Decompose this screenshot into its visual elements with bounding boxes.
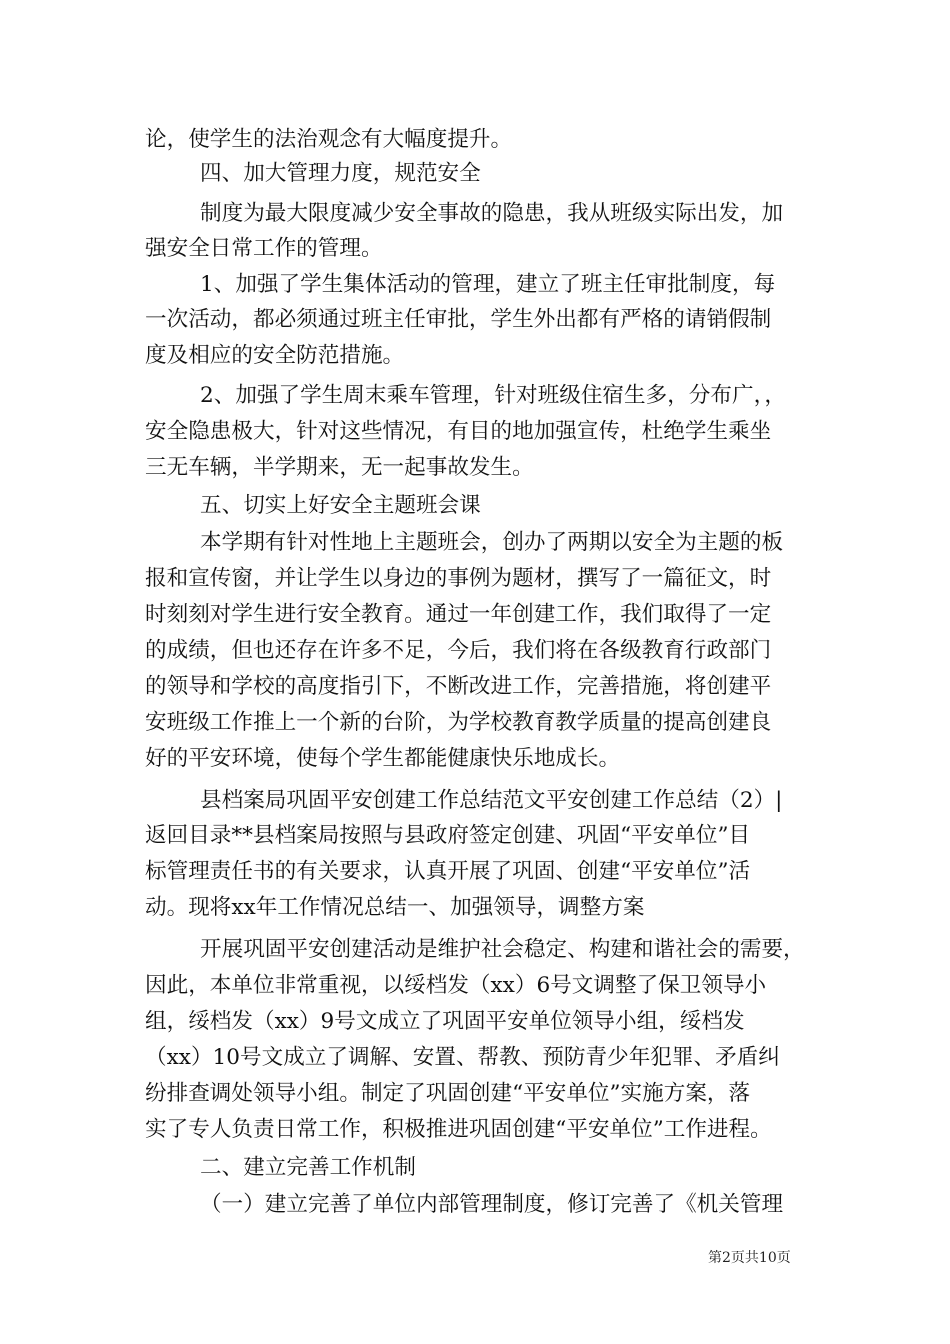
text-line: 返回目录**县档案局按照与县政府签定创建、巩固“平安单位”目 — [145, 823, 751, 848]
text-line: 安全隐患极大，针对这些情况，有目的地加强宣传，杜绝学生乘坐 — [145, 419, 772, 444]
text-line: 三无车辆，半学期来，无一起事故发生。 — [145, 455, 534, 480]
text-line: 一次活动，都必须通过班主任审批，学生外出都有严格的请销假制 — [145, 307, 772, 332]
page-number: 第2页共10页 — [708, 1250, 791, 1266]
text-line: 动。现将xx年工作情况总结一、加强领导，调整方案 — [145, 895, 645, 920]
text-line: 报和宣传窗，并让学生以身边的事例为题材，撰写了一篇征文，时 — [145, 566, 772, 591]
section-heading: 五、切实上好安全主题班会课 — [200, 493, 481, 518]
text-line: 实了专人负责日常工作，积极推进巩固创建“平安单位”工作进程。 — [145, 1117, 772, 1142]
text-line: 纷排查调处领导小组。制定了巩固创建“平安单位”实施方案，落 — [145, 1081, 751, 1106]
text-line: 好的平安环境，使每个学生都能健康快乐地成长。 — [145, 746, 621, 771]
text-line: 度及相应的安全防范措施。 — [145, 343, 405, 368]
text-line: 的成绩，但也还存在许多不足，今后，我们将在各级教育行政部门 — [145, 638, 772, 663]
text-line: 论，使学生的法治观念有大幅度提升。 — [145, 127, 513, 152]
paragraph-line: 开展巩固平安创建活动是维护社会稳定、构建和谐社会的需要， — [200, 937, 805, 962]
paragraph-line: 2、加强了学生周末乘车管理，针对班级住宿生多，分布广，， — [200, 383, 786, 408]
text-line: （xx）10号文成立了调解、安置、帮教、预防青少年犯罪、矛盾纠 — [145, 1045, 780, 1070]
text-line: 组，绥档发（xx）9号文成立了巩固平安单位领导小组，绥档发 — [145, 1009, 745, 1034]
paragraph-line: 1、加强了学生集体活动的管理，建立了班主任审批制度，每 — [200, 272, 776, 297]
text-line: 强安全日常工作的管理。 — [145, 236, 383, 261]
paragraph-line: 本学期有针对性地上主题班会，创办了两期以安全为主题的板 — [200, 530, 784, 555]
text-line: 因此，本单位非常重视，以绥档发（xx）6号文调整了保卫领导小 — [145, 973, 767, 998]
text-line: 安班级工作推上一个新的台阶，为学校教育教学质量的提高创建良 — [145, 710, 772, 735]
section-heading: 四、加大管理力度，规范安全 — [200, 161, 481, 186]
paragraph-line: 制度为最大限度减少安全事故的隐患，我从班级实际出发，加 — [200, 201, 784, 226]
text-line: 时刻刻对学生进行安全教育。通过一年创建工作，我们取得了一定 — [145, 602, 772, 627]
text-line: 的领导和学校的高度指引下，不断改进工作，完善措施，将创建平 — [145, 674, 772, 699]
section-heading: 二、建立完善工作机制 — [200, 1155, 416, 1180]
paragraph-line: 县档案局巩固平安创建工作总结范文平安创建工作总结（2）| — [200, 788, 783, 813]
paragraph-line: （一）建立完善了单位内部管理制度，修订完善了《机关管理 — [200, 1192, 784, 1217]
text-line: 标管理责任书的有关要求，认真开展了巩固、创建“平安单位”活 — [145, 859, 751, 884]
